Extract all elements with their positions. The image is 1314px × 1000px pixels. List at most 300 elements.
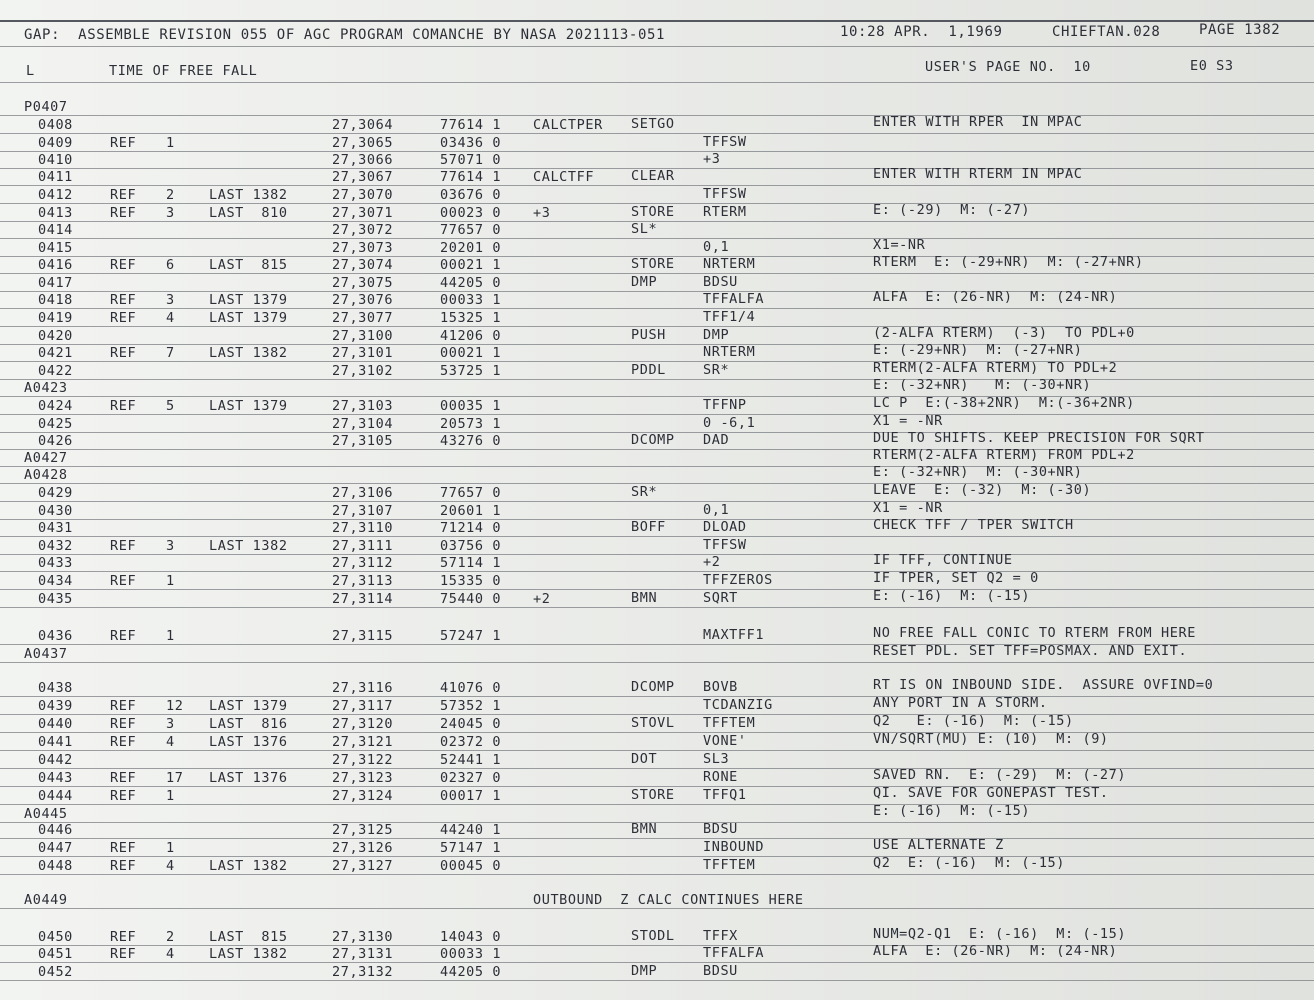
row-refnum: 1 <box>166 628 175 644</box>
row-seq: 0434 <box>38 573 73 589</box>
row-comment: QI. SAVE FOR GONEPAST TEST. <box>873 785 1109 801</box>
bank-label: E0 S3 <box>1190 58 1234 74</box>
row-seq: 0425 <box>38 416 73 432</box>
row-opcode: DMP <box>631 274 658 290</box>
row-code: 77614 1 <box>440 117 502 133</box>
row-opcode: SR* <box>631 484 658 500</box>
row-operand: DMP <box>703 327 730 343</box>
row-last: LAST 1379 <box>209 310 288 326</box>
row-operand: TFFQ1 <box>703 787 747 803</box>
row-operand: NRTERM <box>703 344 756 360</box>
row-comment: RT IS ON INBOUND SIDE. ASSURE OVFIND=0 <box>873 677 1214 693</box>
row-addr: 27,3072 <box>332 222 394 238</box>
row-operand: RONE <box>703 769 738 785</box>
row-operand: TFFALFA <box>703 945 765 961</box>
row-addr: 27,3103 <box>332 398 394 414</box>
row-operand: TFFALFA <box>703 291 765 307</box>
row-addr: 27,3076 <box>332 292 394 308</box>
row-code: 24045 0 <box>440 716 502 732</box>
row-seq: 0424 <box>38 398 73 414</box>
row-operand: BDSU <box>703 274 738 290</box>
row-seq: A0445 <box>24 806 68 822</box>
row-refnum: 1 <box>166 840 175 856</box>
row-refnum: 17 <box>166 770 184 786</box>
row-seq: 0452 <box>38 964 73 980</box>
row-seq: 0444 <box>38 788 73 804</box>
row-addr: 27,3071 <box>332 205 394 221</box>
row-code: 57071 0 <box>440 152 502 168</box>
row-seq: 0441 <box>38 734 73 750</box>
row-ref: REF <box>110 135 137 151</box>
row-operand: NRTERM <box>703 256 756 272</box>
row-ref: REF <box>110 573 137 589</box>
row-code: 03756 0 <box>440 538 502 554</box>
row-operand: INBOUND <box>703 839 765 855</box>
row-seq: 0435 <box>38 591 73 607</box>
row-seq: A0437 <box>24 646 68 662</box>
row-rule <box>0 501 1314 502</box>
row-code: 44205 0 <box>440 275 502 291</box>
row-addr: 27,3101 <box>332 345 394 361</box>
row-rule <box>0 571 1314 572</box>
row-operand: TFFNP <box>703 397 747 413</box>
row-operand: TFF1/4 <box>703 309 756 325</box>
row-seq: 0411 <box>38 169 73 185</box>
row-addr: 27,3122 <box>332 752 394 768</box>
row-comment: (2-ALFA RTERM) (-3) TO PDL+0 <box>873 325 1135 341</box>
row-refnum: 6 <box>166 257 175 273</box>
row-refnum: 4 <box>166 310 175 326</box>
row-seq: A0428 <box>24 467 68 483</box>
row-addr: 27,3131 <box>332 946 394 962</box>
row-rule <box>0 414 1314 415</box>
row-seq: 0448 <box>38 858 73 874</box>
row-ref: REF <box>110 716 137 732</box>
row-rule <box>0 662 1314 663</box>
row-refnum: 3 <box>166 538 175 554</box>
row-addr: 27,3100 <box>332 328 394 344</box>
row-seq: 0429 <box>38 485 73 501</box>
row-refnum: 5 <box>166 398 175 414</box>
row-comment: LEAVE E: (-32) M: (-30) <box>873 482 1092 498</box>
row-addr: 27,3130 <box>332 929 394 945</box>
row-opcode: SL* <box>631 221 658 237</box>
row-opcode: DCOMP <box>631 432 675 448</box>
row-seq: 0440 <box>38 716 73 732</box>
row-seq: 0433 <box>38 555 73 571</box>
row-refnum: 4 <box>166 734 175 750</box>
row-comment: DUE TO SHIFTS. KEEP PRECISION FOR SQRT <box>873 430 1205 446</box>
row-seq: 0417 <box>38 275 73 291</box>
row-seq: A0427 <box>24 450 68 466</box>
row-ref: REF <box>110 538 137 554</box>
row-seq: P0407 <box>24 99 68 115</box>
row-ref: REF <box>110 840 137 856</box>
row-rule <box>0 980 1314 981</box>
row-rule <box>0 466 1314 467</box>
row-seq: 0430 <box>38 503 73 519</box>
row-code: 00033 1 <box>440 946 502 962</box>
row-addr: 27,3064 <box>332 117 394 133</box>
row-seq: A0449 <box>24 892 68 908</box>
row-addr: 27,3106 <box>332 485 394 501</box>
row-rule <box>0 536 1314 537</box>
row-comment: Q2 E: (-16) M: (-15) <box>873 855 1066 871</box>
row-ref: REF <box>110 187 137 203</box>
row-rule <box>0 908 1314 909</box>
row-last: LAST 816 <box>209 716 288 732</box>
row-seq: 0408 <box>38 117 73 133</box>
row-seq: 0431 <box>38 520 73 536</box>
row-operand: RTERM <box>703 204 747 220</box>
row-seq: 0412 <box>38 187 73 203</box>
row-last: LAST 1382 <box>209 858 288 874</box>
row-addr: 27,3067 <box>332 169 394 185</box>
row-operand: BDSU <box>703 821 738 837</box>
row-addr: 27,3125 <box>332 822 394 838</box>
row-addr: 27,3111 <box>332 538 394 554</box>
row-addr: 27,3074 <box>332 257 394 273</box>
row-addr: 27,3115 <box>332 628 394 644</box>
row-operand: 0,1 <box>703 239 730 255</box>
row-seq: 0450 <box>38 929 73 945</box>
row-code: 77657 0 <box>440 485 502 501</box>
row-seq: 0436 <box>38 628 73 644</box>
row-code: 53725 1 <box>440 363 502 379</box>
top-separator <box>0 20 1314 22</box>
row-rule <box>0 804 1314 805</box>
row-tag: +3 <box>533 205 551 221</box>
row-operand: TFFSW <box>703 537 747 553</box>
row-operand: TCDANZIG <box>703 697 773 713</box>
row-rule <box>0 133 1314 134</box>
row-comment: RTERM E: (-29+NR) M: (-27+NR) <box>873 254 1144 270</box>
row-code: 44240 1 <box>440 822 502 838</box>
row-comment: USE ALTERNATE Z <box>873 837 1004 853</box>
row-seq: 0413 <box>38 205 73 221</box>
row-addr: 27,3065 <box>332 135 394 151</box>
row-operand: TFFTEM <box>703 857 756 873</box>
row-addr: 27,3070 <box>332 187 394 203</box>
row-operand: TFFTEM <box>703 715 756 731</box>
row-seq: 0414 <box>38 222 73 238</box>
row-code: 44205 0 <box>440 964 502 980</box>
row-rule <box>0 238 1314 239</box>
header-timestamp: 10:28 APR. 1,1969 <box>840 24 1003 40</box>
row-comment: ENTER WITH RTERM IN MPAC <box>873 166 1083 182</box>
row-ref: REF <box>110 257 137 273</box>
row-rule <box>0 185 1314 186</box>
row-addr: 27,3117 <box>332 698 394 714</box>
row-code: 00023 0 <box>440 205 502 221</box>
row-opcode: CLEAR <box>631 168 675 184</box>
row-ref: REF <box>110 398 137 414</box>
row-opcode: SETGO <box>631 116 675 132</box>
row-opcode: BOFF <box>631 519 666 535</box>
row-addr: 27,3114 <box>332 591 394 607</box>
row-comment: E: (-29) M: (-27) <box>873 202 1031 218</box>
row-ref: REF <box>110 292 137 308</box>
row-ref: REF <box>110 734 137 750</box>
row-refnum: 1 <box>166 135 175 151</box>
subheader-title: TIME OF FREE FALL <box>109 63 258 79</box>
row-rule <box>0 838 1314 839</box>
row-rule <box>0 607 1314 608</box>
row-code: 14043 0 <box>440 929 502 945</box>
row-comment: ANY PORT IN A STORM. <box>873 695 1048 711</box>
row-refnum: 4 <box>166 946 175 962</box>
row-code: 52441 1 <box>440 752 502 768</box>
row-comment: E: (-16) M: (-15) <box>873 588 1031 604</box>
row-opcode: STOVL <box>631 715 675 731</box>
row-addr: 27,3132 <box>332 964 394 980</box>
row-refnum: 12 <box>166 698 184 714</box>
row-code: 15325 1 <box>440 310 502 326</box>
row-comment: Q2 E: (-16) M: (-15) <box>873 713 1074 729</box>
row-comment: X1 = -NR <box>873 500 943 516</box>
row-last: LAST 1379 <box>209 698 288 714</box>
row-comment: RTERM(2-ALFA RTERM) TO PDL+2 <box>873 360 1118 376</box>
row-seq: 0422 <box>38 363 73 379</box>
row-code: 77657 0 <box>440 222 502 238</box>
row-opcode: STORE <box>631 204 675 220</box>
row-operand: BDSU <box>703 963 738 979</box>
row-addr: 27,3121 <box>332 734 394 750</box>
row-opcode: PUSH <box>631 327 666 343</box>
row-seq: 0451 <box>38 946 73 962</box>
row-opcode: PDDL <box>631 362 666 378</box>
users-page-number: USER'S PAGE NO. 10 <box>925 59 1091 75</box>
row-seq: 0432 <box>38 538 73 554</box>
row-addr: 27,3120 <box>332 716 394 732</box>
row-ref: REF <box>110 310 137 326</box>
row-last: LAST 1379 <box>209 292 288 308</box>
row-last: LAST 1382 <box>209 946 288 962</box>
row-ref: REF <box>110 698 137 714</box>
row-operand: SL3 <box>703 751 730 767</box>
row-operand: 0,1 <box>703 502 730 518</box>
row-comment: E: (-32+NR) M: (-30+NR) <box>873 377 1092 393</box>
row-rule <box>0 344 1314 345</box>
row-operand: BOVB <box>703 679 738 695</box>
row-operand: 0 -6,1 <box>703 415 756 431</box>
row-seq: 0415 <box>38 240 73 256</box>
row-last: LAST 1379 <box>209 398 288 414</box>
row-comment: ALFA E: (26-NR) M: (24-NR) <box>873 289 1118 305</box>
subheader-flag: L <box>26 63 35 79</box>
header-page: PAGE 1382 <box>1199 22 1281 38</box>
row-refnum: 2 <box>166 929 175 945</box>
row-code: 41206 0 <box>440 328 502 344</box>
row-comment: RTERM(2-ALFA RTERM) FROM PDL+2 <box>873 447 1135 463</box>
row-ref: REF <box>110 345 137 361</box>
row-refnum: 1 <box>166 573 175 589</box>
row-comment: NO FREE FALL CONIC TO RTERM FROM HERE <box>873 625 1196 641</box>
row-addr: 27,3066 <box>332 152 394 168</box>
row-code: 43276 0 <box>440 433 502 449</box>
row-addr: 27,3107 <box>332 503 394 519</box>
row-comment: LC P E:(-38+2NR) M:(-36+2NR) <box>873 395 1135 411</box>
row-code: 75440 0 <box>440 591 502 607</box>
row-operand: DLOAD <box>703 519 747 535</box>
row-seq: 0438 <box>38 680 73 696</box>
row-code: 57247 1 <box>440 628 502 644</box>
row-rule <box>0 379 1314 380</box>
row-code: 20601 1 <box>440 503 502 519</box>
row-addr: 27,3124 <box>332 788 394 804</box>
row-seq: 0410 <box>38 152 73 168</box>
row-refnum: 2 <box>166 187 175 203</box>
row-comment: ALFA E: (26-NR) M: (24-NR) <box>873 943 1118 959</box>
row-last: LAST 815 <box>209 929 288 945</box>
row-seq: 0443 <box>38 770 73 786</box>
row-comment: X1=-NR <box>873 237 926 253</box>
row-comment: E: (-16) M: (-15) <box>873 803 1031 819</box>
row-code: 20201 0 <box>440 240 502 256</box>
row-ref: REF <box>110 929 137 945</box>
row-comment: RESET PDL. SET TFF=POSMAX. AND EXIT. <box>873 643 1188 659</box>
row-seq: 0416 <box>38 257 73 273</box>
row-opcode: STODL <box>631 928 675 944</box>
row-operand: TFFSW <box>703 186 747 202</box>
row-operand: +3 <box>703 151 721 167</box>
row-comment: ENTER WITH RPER IN MPAC <box>873 114 1083 130</box>
row-comment: SAVED RN. E: (-29) M: (-27) <box>873 767 1127 783</box>
row-tag: CALCTFF <box>533 169 595 185</box>
row-opcode: STORE <box>631 256 675 272</box>
row-comment: X1 = -NR <box>873 413 943 429</box>
row-ref: REF <box>110 858 137 874</box>
row-operand: DAD <box>703 432 730 448</box>
row-seq: 0442 <box>38 752 73 768</box>
row-operand: TFFSW <box>703 134 747 150</box>
row-last: LAST 815 <box>209 257 288 273</box>
row-seq: 0419 <box>38 310 73 326</box>
row-rule <box>0 696 1314 697</box>
row-rule <box>0 856 1314 857</box>
row-comment: VN/SQRT(MU) E: (10) M: (9) <box>873 731 1109 747</box>
row-comment: NUM=Q2-Q1 E: (-16) M: (-15) <box>873 926 1127 942</box>
row-rule <box>0 874 1314 875</box>
row-ref: REF <box>110 946 137 962</box>
header-tape: CHIEFTAN.028 <box>1052 24 1161 40</box>
row-last: LAST 1376 <box>209 770 288 786</box>
row-addr: 27,3102 <box>332 363 394 379</box>
row-addr: 27,3073 <box>332 240 394 256</box>
row-operand: +2 <box>703 554 721 570</box>
row-addr: 27,3077 <box>332 310 394 326</box>
row-seq: 0439 <box>38 698 73 714</box>
row-last: LAST 1382 <box>209 538 288 554</box>
row-code: 00017 1 <box>440 788 502 804</box>
row-tag: CALCTPER <box>533 117 603 133</box>
row-addr: 27,3127 <box>332 858 394 874</box>
row-addr: 27,3116 <box>332 680 394 696</box>
row-refnum: 3 <box>166 716 175 732</box>
row-rule <box>0 308 1314 309</box>
row-code: 00021 1 <box>440 345 502 361</box>
row-code: 00035 1 <box>440 398 502 414</box>
subheader-rule <box>0 82 1314 83</box>
row-ref: REF <box>110 628 137 644</box>
row-addr: 27,3123 <box>332 770 394 786</box>
row-ref: REF <box>110 770 137 786</box>
row-operand: MAXTFF1 <box>703 627 765 643</box>
row-operand: TFFX <box>703 928 738 944</box>
row-seq: A0423 <box>24 380 68 396</box>
row-addr: 27,3075 <box>332 275 394 291</box>
row-opcode: DMP <box>631 963 658 979</box>
header-rule <box>0 46 1314 47</box>
row-opcode: BMN <box>631 590 658 606</box>
row-code: 41076 0 <box>440 680 502 696</box>
row-comment: IF TFF, CONTINUE <box>873 552 1013 568</box>
header-title: GAP: ASSEMBLE REVISION 055 OF AGC PROGRAM COMANCHE BY NASA 2021113-051 <box>24 27 666 43</box>
row-operand: VONE' <box>703 733 747 749</box>
row-comment: IF TPER, SET Q2 = 0 <box>873 570 1039 586</box>
row-opcode: BMN <box>631 821 658 837</box>
row-code: 03676 0 <box>440 187 502 203</box>
row-comment: CHECK TFF / TPER SWITCH <box>873 517 1074 533</box>
row-code: 20573 1 <box>440 416 502 432</box>
row-code: 57114 1 <box>440 555 502 571</box>
row-refnum: 1 <box>166 788 175 804</box>
row-code: 02327 0 <box>440 770 502 786</box>
row-seq: 0409 <box>38 135 73 151</box>
row-operand: SR* <box>703 362 730 378</box>
row-seq: 0418 <box>38 292 73 308</box>
row-ref: REF <box>110 205 137 221</box>
row-seq: 0421 <box>38 345 73 361</box>
row-last: LAST 1382 <box>209 187 288 203</box>
row-refnum: 4 <box>166 858 175 874</box>
row-addr: 27,3105 <box>332 433 394 449</box>
row-code: 77614 1 <box>440 169 502 185</box>
row-refnum: 7 <box>166 345 175 361</box>
row-code: 02372 0 <box>440 734 502 750</box>
row-comment: E: (-32+NR) M: (-30+NR) <box>873 464 1083 480</box>
row-rule <box>0 554 1314 555</box>
row-addr: 27,3113 <box>332 573 394 589</box>
row-code: 03436 0 <box>440 135 502 151</box>
row-tag: OUTBOUND Z CALC CONTINUES HERE <box>533 892 804 908</box>
row-rule <box>0 732 1314 733</box>
row-code: 57147 1 <box>440 840 502 856</box>
row-code: 00021 1 <box>440 257 502 273</box>
row-addr: 27,3110 <box>332 520 394 536</box>
row-rule <box>0 151 1314 152</box>
row-seq: 0426 <box>38 433 73 449</box>
row-addr: 27,3126 <box>332 840 394 856</box>
row-refnum: 3 <box>166 205 175 221</box>
row-code: 71214 0 <box>440 520 502 536</box>
row-refnum: 3 <box>166 292 175 308</box>
row-operand: SQRT <box>703 590 738 606</box>
row-last: LAST 1376 <box>209 734 288 750</box>
row-opcode: DOT <box>631 751 658 767</box>
row-comment: E: (-29+NR) M: (-27+NR) <box>873 342 1083 358</box>
row-tag: +2 <box>533 591 551 607</box>
row-code: 00033 1 <box>440 292 502 308</box>
row-addr: 27,3104 <box>332 416 394 432</box>
row-seq: 0420 <box>38 328 73 344</box>
row-ref: REF <box>110 788 137 804</box>
row-code: 57352 1 <box>440 698 502 714</box>
row-code: 00045 0 <box>440 858 502 874</box>
row-opcode: DCOMP <box>631 679 675 695</box>
row-seq: 0446 <box>38 822 73 838</box>
row-last: LAST 810 <box>209 205 288 221</box>
